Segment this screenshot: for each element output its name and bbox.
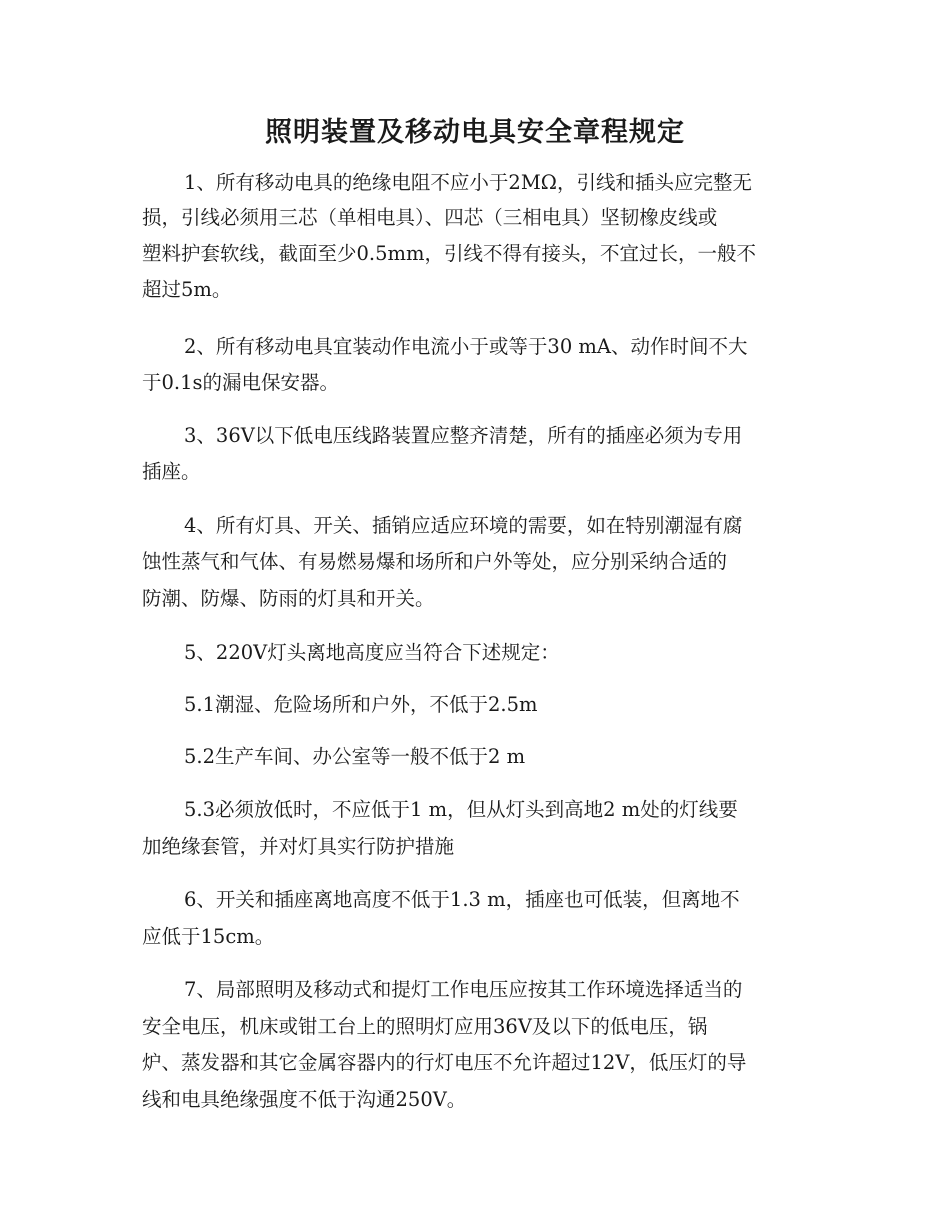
text-line: 4、所有灯具、开关、插销应适应环境的需要，如在特别潮湿有腐 bbox=[184, 514, 743, 537]
text-line: 1、所有移动电具的绝缘电阻不应小于2MΩ，引线和插头应完整无 bbox=[184, 171, 752, 194]
text-line: 5、220V灯头离地高度应当符合下述规定： bbox=[184, 641, 560, 664]
text-line: 超过5m。 bbox=[142, 278, 232, 301]
text-line: 5.1潮湿、危险场所和户外，不低于2.5m bbox=[184, 693, 538, 716]
text-line: 应低于15cm。 bbox=[142, 925, 275, 948]
text-line: 安全电压，机床或钳工台上的照明灯应用36V及以下的低电压，锅 bbox=[142, 1015, 708, 1038]
text-line: 损，引线必须用三芯（单相电具）、四芯（三相电具）坚韧橡皮线或 bbox=[142, 206, 718, 229]
text-line: 3、36V以下低电压线路装置应整齐清楚，所有的插座必须为专用 bbox=[184, 424, 743, 447]
text-line: 蚀性蒸气和气体、有易燃易爆和场所和户外等处，应分别采纳合适的 bbox=[142, 550, 728, 573]
text-line: 2、所有移动电具宜装动作电流小于或等于30 mA、动作时间不大 bbox=[184, 335, 748, 358]
text-line: 5.3必须放低时，不应低于1 m，但从灯头到高地2 m处的灯线要 bbox=[184, 798, 738, 821]
text-line: 炉、蒸发器和其它金属容器内的行灯电压不允许超过12V，低压灯的导 bbox=[142, 1051, 747, 1074]
text-line: 7、局部照明及移动式和提灯工作电压应按其工作环境选择适当的 bbox=[184, 978, 743, 1001]
text-line: 插座。 bbox=[142, 460, 201, 483]
text-line: 线和电具绝缘强度不低于沟通250V。 bbox=[142, 1088, 467, 1111]
text-line: 6、开关和插座离地高度不低于1.3 m，插座也可低装，但离地不 bbox=[184, 888, 740, 911]
text-line: 加绝缘套管，并对灯具实行防护措施 bbox=[142, 835, 455, 858]
document-title: 照明装置及移动电具安全章程规定 bbox=[265, 117, 685, 148]
text-line: 于0.1s的漏电保安器。 bbox=[142, 371, 340, 394]
text-line: 5.2生产车间、办公室等一般不低于2 m bbox=[184, 745, 526, 768]
text-line: 塑料护套软线，截面至少0.5mm，引线不得有接头，不宜过长，一般不 bbox=[142, 242, 756, 265]
text-line: 防潮、防爆、防雨的灯具和开关。 bbox=[142, 587, 435, 610]
